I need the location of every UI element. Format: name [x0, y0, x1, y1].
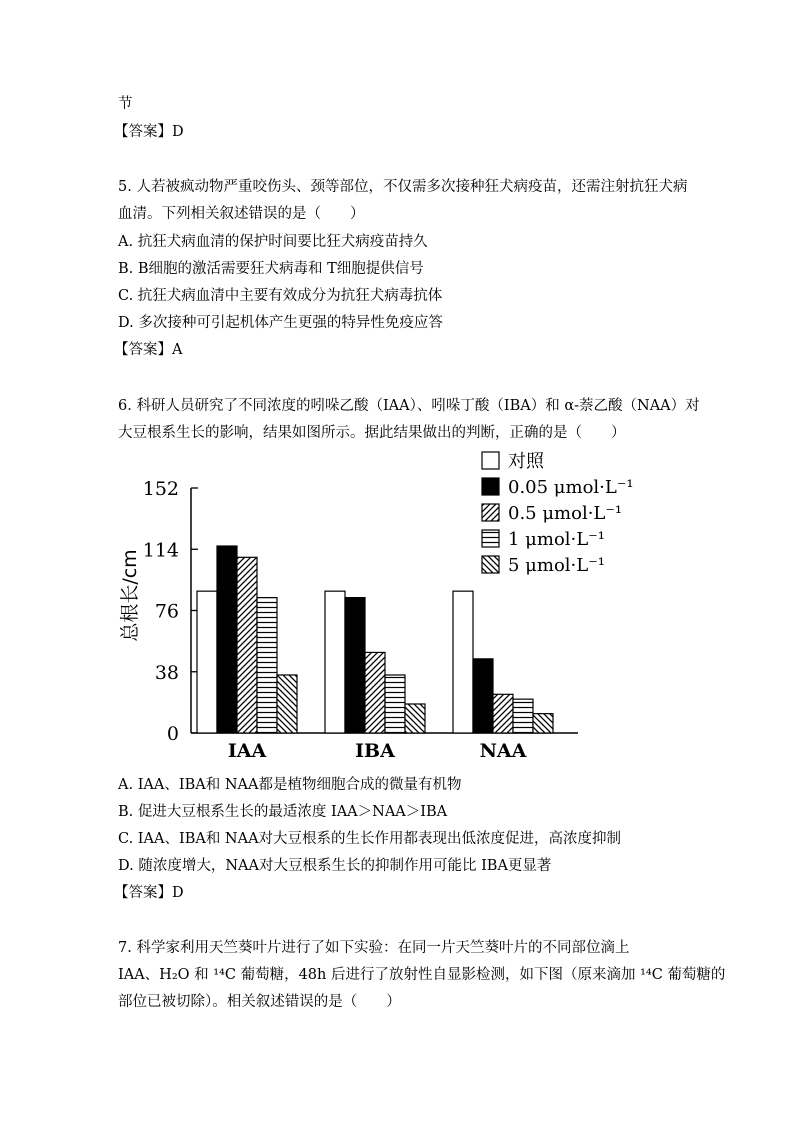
y-tick-label: 0 [166, 723, 179, 745]
y-tick-label: 76 [154, 600, 179, 623]
root-length-chart [118, 450, 638, 770]
legend-label: 5 μmol·L⁻¹ [508, 555, 605, 576]
answer-q6: 【答案】D [114, 885, 184, 901]
legend-label: 0.05 μmol·L⁻¹ [508, 477, 634, 498]
q6-option-c: C. IAA、IBA和 NAA对大豆根系的生长作用都表现出低浓度促进，高浓度抑制 [118, 831, 622, 847]
x-category-label: NAA [479, 740, 527, 762]
bar-iba-4 [405, 704, 425, 733]
q5-option-a: A. 抗狂犬病血清的保护时间要比狂犬病疫苗持久 [118, 234, 428, 250]
bar-iba-1 [345, 598, 365, 733]
y-tick-label: 152 [142, 478, 179, 500]
q7-stem-2: IAA、H₂O 和 ¹⁴C 葡萄糖，48h 后进行了放射性自显影检测，如下图（原来滴加 ¹⁴C 葡萄糖的 [118, 967, 726, 983]
bar-naa-3 [513, 699, 533, 733]
bar-naa-1 [473, 659, 493, 733]
q5-option-b: B. B细胞的激活需要狂犬病毒和 T细胞提供信号 [118, 261, 424, 277]
bar-iaa-2 [237, 557, 257, 733]
q5-option-d: D. 多次接种可引起机体产生更强的特异性免疫应答 [118, 315, 443, 331]
legend-swatch [482, 530, 499, 547]
bar-naa-4 [533, 714, 553, 733]
bar-iaa-3 [257, 598, 277, 733]
legend-label: 1 μmol·L⁻¹ [508, 529, 605, 550]
bar-iba-3 [385, 675, 405, 733]
bar-iaa-0 [197, 591, 217, 733]
chart-svg [118, 450, 638, 770]
q7-stem-3: 部位已被切除）。相关叙述错误的是（ ） [118, 994, 401, 1010]
text-fragment: 节 [118, 96, 133, 112]
q6-option-a: A. IAA、IBA和 NAA都是植物细胞合成的微量有机物 [118, 777, 462, 793]
q7-stem-1: 7. 科学家利用天竺葵叶片进行了如下实验：在同一片天竺葵叶片的不同部位滴上 [118, 940, 630, 956]
answer-q5: 【答案】A [114, 342, 183, 358]
bar-iba-0 [325, 591, 345, 733]
x-category-label: IBA [355, 740, 395, 762]
answer-q4: 【答案】D [114, 124, 184, 140]
bar-naa-2 [493, 694, 513, 733]
legend-label: 对照 [508, 451, 544, 472]
y-tick-label: 38 [154, 661, 179, 684]
bar-iaa-4 [277, 675, 297, 733]
bar-naa-0 [453, 591, 473, 733]
legend-label: 0.5 μmol·L⁻¹ [508, 503, 623, 524]
y-axis-label: 总根长/cm [119, 549, 141, 642]
q5-stem-1: 5. 人若被疯动物严重咬伤头、颈等部位，不仅需多次接种狂犬病疫苗，还需注射抗狂犬病 [118, 179, 688, 195]
legend-swatch [482, 452, 499, 469]
q6-option-d: D. 随浓度增大，NAA对大豆根系生长的抑制作用可能比 IBA更显著 [118, 858, 552, 874]
y-tick-label: 114 [142, 539, 179, 562]
q6-stem-1: 6. 科研人员研究了不同浓度的吲哚乙酸（IAA）、吲哚丁酸（IBA）和 α-萘乙酸（NAA）对 [118, 398, 700, 414]
q6-stem-2: 大豆根系生长的影响，结果如图所示。据此结果做出的判断，正确的是（ ） [118, 425, 626, 441]
legend-swatch [482, 556, 499, 573]
bar-iaa-1 [217, 546, 237, 733]
q6-option-b: B. 促进大豆根系生长的最适浓度 IAA＞NAA＞IBA [118, 804, 448, 820]
q5-option-c: C. 抗狂犬病血清中主要有效成分为抗狂犬病毒抗体 [118, 288, 443, 304]
legend-swatch [482, 478, 499, 495]
x-category-label: IAA [227, 740, 267, 762]
legend-swatch [482, 504, 499, 521]
q5-stem-2: 血清。下列相关叙述错误的是（ ） [118, 206, 365, 222]
bar-iba-2 [365, 652, 385, 733]
